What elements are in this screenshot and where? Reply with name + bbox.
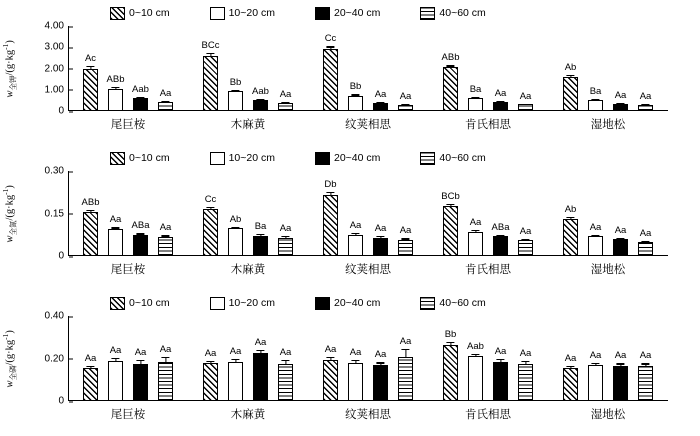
y-axis-label-nitrogen: $w_{全氮}/(g\cdot kg^{-1})$ <box>1 184 18 243</box>
x-axis-labels-potassium <box>68 116 668 132</box>
significance-label: Aa <box>639 227 652 239</box>
legend-item-20-40 <box>315 297 380 310</box>
bar[interactable] <box>398 240 413 256</box>
y-axis-tick: 2.00 <box>45 63 69 74</box>
bar-slot <box>638 316 653 401</box>
bar[interactable] <box>323 360 338 401</box>
bar-slot <box>348 316 363 401</box>
bar-slot <box>83 26 98 111</box>
y-axis-label-potassium: $w_{全钾}/(g\cdot kg^{-1})$ <box>1 39 18 98</box>
legend-swatch-black-icon <box>315 297 330 310</box>
significance-label: Aa <box>374 349 387 361</box>
bar[interactable] <box>133 235 148 256</box>
bar-slot <box>613 26 628 111</box>
bar-slot <box>203 316 218 401</box>
x-axis-label: 湿地松 <box>590 264 626 276</box>
legend-label: 0~10 cm <box>129 7 170 19</box>
y-axis-tick: 0 <box>58 251 69 262</box>
bar[interactable] <box>253 353 268 401</box>
y-axis-tick: 1.00 <box>45 84 69 95</box>
bar-slot <box>253 316 268 401</box>
x-axis-label: 木麻黄 <box>230 119 266 131</box>
significance-label: Aa <box>109 214 122 226</box>
bar[interactable] <box>228 362 243 401</box>
bar-group <box>68 26 188 111</box>
legend-swatch-black-icon <box>315 152 330 165</box>
bar[interactable] <box>83 69 98 112</box>
y-axis-tick: 0.20 <box>45 353 69 364</box>
legend-label: 0~10 cm <box>129 297 170 309</box>
bar[interactable] <box>158 102 173 111</box>
legend-swatch-hatch-icon <box>110 152 125 165</box>
legend-swatch-hatch-icon <box>110 297 125 310</box>
significance-label: Aab <box>467 340 484 352</box>
significance-label: Aa <box>279 347 292 358</box>
legend-item-40-60 <box>420 297 485 310</box>
bar-slot <box>323 316 338 401</box>
bar[interactable] <box>638 366 653 401</box>
bar-slot <box>468 26 483 111</box>
bar-group <box>188 316 308 401</box>
bar-slot <box>348 26 363 111</box>
bar-group <box>428 26 548 111</box>
bar-group <box>188 171 308 256</box>
x-axis-label: 尾巨桉 <box>110 119 146 131</box>
significance-label: Ab <box>564 61 577 73</box>
legend-panel-3 <box>110 296 670 310</box>
bar[interactable] <box>278 238 293 256</box>
bar-slot <box>83 316 98 401</box>
bar-slot <box>158 316 173 401</box>
bar-slot <box>108 316 123 401</box>
bar[interactable] <box>518 240 533 256</box>
bar[interactable] <box>563 219 578 256</box>
significance-label: Cc <box>204 193 217 205</box>
y-axis-tick: 0.40 <box>45 311 69 322</box>
significance-label: Ba <box>469 84 482 96</box>
y-axis-tick: 0.30 <box>45 166 69 177</box>
bar-slot <box>373 171 388 256</box>
significance-label: Aa <box>159 222 172 234</box>
bar-slot <box>638 171 653 256</box>
legend-swatch-grid-icon <box>420 152 435 165</box>
bar-group <box>428 316 548 401</box>
bar[interactable] <box>518 364 533 401</box>
bar[interactable] <box>158 362 173 401</box>
bar[interactable] <box>203 363 218 401</box>
bar-slot <box>133 171 148 256</box>
bar[interactable] <box>228 91 243 111</box>
legend-item-40-60 <box>420 7 485 20</box>
bar-slot <box>203 26 218 111</box>
bar[interactable] <box>323 195 338 256</box>
bar[interactable] <box>493 236 508 256</box>
x-axis-label: 纹荚相思 <box>345 264 391 276</box>
bar-group <box>428 171 548 256</box>
bar-slot <box>108 26 123 111</box>
bar-slot <box>493 171 508 256</box>
bar[interactable] <box>278 364 293 401</box>
bar[interactable] <box>443 67 458 111</box>
y-axis-tick: 4.00 <box>45 21 69 32</box>
bar[interactable] <box>398 357 413 401</box>
bar-slot <box>443 26 458 111</box>
significance-label: Aa <box>349 220 362 232</box>
bar[interactable] <box>443 206 458 256</box>
legend-item-40-60 <box>420 152 485 165</box>
significance-label: Aa <box>614 224 627 236</box>
y-axis-tick-mark <box>69 111 73 112</box>
significance-label: Ab <box>229 213 242 225</box>
bar-slot <box>398 171 413 256</box>
bar-slot <box>518 171 533 256</box>
significance-label: Aa <box>159 344 172 356</box>
bar-group <box>308 26 428 111</box>
bar[interactable] <box>468 356 483 401</box>
bar-group <box>548 26 668 111</box>
bar[interactable] <box>638 242 653 256</box>
significance-label: BCb <box>441 191 460 203</box>
bar-group <box>308 171 428 256</box>
bar[interactable] <box>323 49 338 111</box>
bar-slot <box>588 26 603 111</box>
legend-label: 40~60 cm <box>439 7 486 19</box>
x-axis-label: 尾巨桉 <box>110 409 146 421</box>
legend-item-0-10 <box>110 7 170 20</box>
bar-slot <box>493 316 508 401</box>
bar-slot <box>563 26 578 111</box>
bar-slot <box>468 316 483 401</box>
legend-item-20-40 <box>315 152 380 165</box>
bar[interactable] <box>613 104 628 111</box>
bar[interactable] <box>108 229 123 256</box>
bar-slot <box>468 171 483 256</box>
significance-label: Ac <box>84 52 97 64</box>
significance-label: ABa <box>131 220 150 232</box>
significance-label: Bb <box>229 76 242 88</box>
legend-label: 10~20 cm <box>228 297 275 309</box>
y-axis-label-phosphorus: $w_{全磷}/(g\cdot kg^{-1})$ <box>1 329 18 388</box>
bar[interactable] <box>588 365 603 401</box>
bar-slot <box>518 26 533 111</box>
legend-swatch-grid-icon <box>420 7 435 20</box>
significance-label: Aa <box>254 336 267 348</box>
x-axis-labels-phosphorus <box>68 406 668 422</box>
significance-label: BCc <box>201 40 220 52</box>
bar-slot <box>398 316 413 401</box>
x-axis-label: 纹荚相思 <box>345 119 391 131</box>
bar-slot <box>228 171 243 256</box>
significance-label: Aa <box>639 91 652 102</box>
bar-slot <box>278 26 293 111</box>
bar-slot <box>373 26 388 111</box>
bar-slot <box>588 316 603 401</box>
bar-slot <box>493 26 508 111</box>
x-axis-label: 木麻黄 <box>230 264 266 276</box>
bar[interactable] <box>203 209 218 256</box>
bar[interactable] <box>468 98 483 111</box>
legend-swatch-white-icon <box>210 7 225 20</box>
significance-label: Aa <box>134 347 147 358</box>
bar-group <box>308 316 428 401</box>
legend-item-0-10 <box>110 152 170 165</box>
significance-label: Aa <box>229 346 242 358</box>
legend-swatch-black-icon <box>315 7 330 20</box>
bar-slot <box>253 26 268 111</box>
bar-group <box>188 26 308 111</box>
significance-label: Aa <box>519 226 532 238</box>
legend-label: 10~20 cm <box>228 7 275 19</box>
significance-label: Aa <box>494 88 507 100</box>
bar-slot <box>443 171 458 256</box>
bar-groups-potassium <box>68 26 668 111</box>
significance-label: Ba <box>254 221 267 233</box>
bar-slot <box>588 171 603 256</box>
y-axis-tick: 0 <box>58 396 69 407</box>
significance-label: Aa <box>159 88 172 100</box>
significance-label: Aa <box>519 90 532 102</box>
significance-label: Aa <box>279 88 292 100</box>
x-axis-label: 肯氏相思 <box>465 409 511 421</box>
significance-label: Aa <box>399 335 412 347</box>
legend-label: 20~40 cm <box>333 7 381 19</box>
legend-panel-2 <box>110 151 670 165</box>
significance-label: Aa <box>109 345 122 357</box>
legend-item-10-20 <box>210 7 275 20</box>
significance-label: Aab <box>252 86 269 98</box>
bar-slot <box>228 26 243 111</box>
bar[interactable] <box>613 366 628 401</box>
significance-label: Aa <box>639 350 652 362</box>
bar[interactable] <box>493 102 508 111</box>
bar[interactable] <box>348 96 363 111</box>
bar-slot <box>613 316 628 401</box>
x-axis-label: 纹荚相思 <box>345 409 391 421</box>
y-axis-tick-mark <box>69 256 73 257</box>
bar-groups-phosphorus <box>68 316 668 401</box>
significance-label: Db <box>324 179 337 191</box>
bar-group <box>548 171 668 256</box>
y-axis-tick: 3.00 <box>45 42 69 53</box>
y-axis-tick-mark <box>69 401 73 402</box>
bar[interactable] <box>348 235 363 256</box>
bar[interactable] <box>278 103 293 112</box>
bar-slot <box>278 316 293 401</box>
significance-label: Aa <box>589 349 602 361</box>
bar-slot <box>373 316 388 401</box>
bar-slot <box>518 316 533 401</box>
bar[interactable] <box>253 100 268 111</box>
legend-label: 0~10 cm <box>129 152 170 164</box>
bar[interactable] <box>253 236 268 256</box>
significance-label: ABa <box>491 221 510 233</box>
x-axis-label: 湿地松 <box>590 409 626 421</box>
x-axis-label: 肯氏相思 <box>465 119 511 131</box>
legend-label: 10~20 cm <box>228 152 275 164</box>
significance-label: Aa <box>564 352 577 364</box>
legend-label: 40~60 cm <box>439 297 486 309</box>
significance-label: Aa <box>614 350 627 362</box>
bar[interactable] <box>228 228 243 256</box>
bar[interactable] <box>133 98 148 111</box>
bar-slot <box>253 171 268 256</box>
bar[interactable] <box>468 232 483 256</box>
bar-slot <box>278 171 293 256</box>
bar[interactable] <box>613 239 628 256</box>
significance-label: Aa <box>494 346 507 358</box>
bar[interactable] <box>563 368 578 401</box>
significance-label: Ab <box>564 204 577 216</box>
legend-swatch-white-icon <box>210 152 225 165</box>
y-axis-tick: 0 <box>58 106 69 117</box>
significance-label: Aa <box>614 89 627 101</box>
chart-panel-total-nitrogen <box>0 145 700 290</box>
bar[interactable] <box>493 362 508 401</box>
bar[interactable] <box>108 89 123 111</box>
significance-label: Aa <box>204 347 217 359</box>
legend-swatch-hatch-icon <box>110 7 125 20</box>
bar[interactable] <box>158 237 173 256</box>
bar[interactable] <box>588 100 603 111</box>
bar-slot <box>133 26 148 111</box>
bar[interactable] <box>373 365 388 401</box>
x-axis-label: 肯氏相思 <box>465 264 511 276</box>
significance-label: ABb <box>441 52 460 64</box>
bar-slot <box>108 171 123 256</box>
bar-slot <box>203 171 218 256</box>
significance-label: ABb <box>106 74 125 85</box>
significance-label: Aa <box>374 223 387 235</box>
significance-label: Aa <box>324 344 337 356</box>
significance-label: Ba <box>589 86 602 98</box>
bar[interactable] <box>443 345 458 401</box>
legend-item-20-40 <box>315 7 380 20</box>
legend-label: 40~60 cm <box>439 152 486 164</box>
legend-item-10-20 <box>210 152 275 165</box>
significance-label: Aa <box>84 352 97 364</box>
significance-label: Aa <box>374 89 387 101</box>
bar-slot <box>348 171 363 256</box>
bar[interactable] <box>398 105 413 111</box>
bar-slot <box>158 26 173 111</box>
bar[interactable] <box>108 361 123 401</box>
bar-slot <box>563 316 578 401</box>
y-axis-tick: 0.15 <box>45 208 69 219</box>
bar-groups-nitrogen <box>68 171 668 256</box>
bar[interactable] <box>133 364 148 401</box>
bar[interactable] <box>588 236 603 256</box>
x-axis-label: 木麻黄 <box>230 409 266 421</box>
bar[interactable] <box>373 238 388 256</box>
significance-label: Cc <box>324 33 337 45</box>
bar-slot <box>443 316 458 401</box>
significance-label: Aa <box>399 225 412 237</box>
bar[interactable] <box>348 363 363 401</box>
legend-label: 20~40 cm <box>333 297 381 309</box>
bar-slot <box>83 171 98 256</box>
x-axis-label: 尾巨桉 <box>110 264 146 276</box>
bar-slot <box>133 316 148 401</box>
bar[interactable] <box>638 105 653 111</box>
significance-label: Aa <box>519 348 532 360</box>
bar-slot <box>638 26 653 111</box>
chart-panel-total-potassium <box>0 0 700 145</box>
bar-slot <box>158 171 173 256</box>
bar-slot <box>323 171 338 256</box>
legend-swatch-white-icon <box>210 297 225 310</box>
bar-slot <box>398 26 413 111</box>
significance-label: Aa <box>279 223 292 235</box>
bar-slot <box>228 316 243 401</box>
bar-group <box>548 316 668 401</box>
bar[interactable] <box>373 103 388 111</box>
x-axis-labels-nitrogen <box>68 261 668 277</box>
significance-label: Bb <box>349 81 362 93</box>
x-axis-label: 湿地松 <box>590 119 626 131</box>
legend-item-10-20 <box>210 297 275 310</box>
bar-slot <box>613 171 628 256</box>
significance-label: Bb <box>444 329 457 341</box>
significance-label: ABb <box>81 196 100 208</box>
bar[interactable] <box>563 77 578 111</box>
bar[interactable] <box>203 56 218 111</box>
legend-label: 20~40 cm <box>333 152 381 164</box>
bar-group <box>68 316 188 401</box>
chart-panel-total-phosphorus <box>0 290 700 435</box>
bar-slot <box>323 26 338 111</box>
bar[interactable] <box>518 104 533 111</box>
bar[interactable] <box>83 212 98 256</box>
significance-label: Aa <box>399 91 412 102</box>
legend-swatch-grid-icon <box>420 297 435 310</box>
bar[interactable] <box>83 368 98 401</box>
legend-panel-1 <box>110 6 670 20</box>
bar-group <box>68 171 188 256</box>
significance-label: Aa <box>349 347 362 359</box>
significance-label: Aa <box>469 217 482 229</box>
legend-item-0-10 <box>110 297 170 310</box>
significance-label: Aab <box>132 84 149 96</box>
significance-label: Aa <box>589 221 602 233</box>
bar-slot <box>563 171 578 256</box>
